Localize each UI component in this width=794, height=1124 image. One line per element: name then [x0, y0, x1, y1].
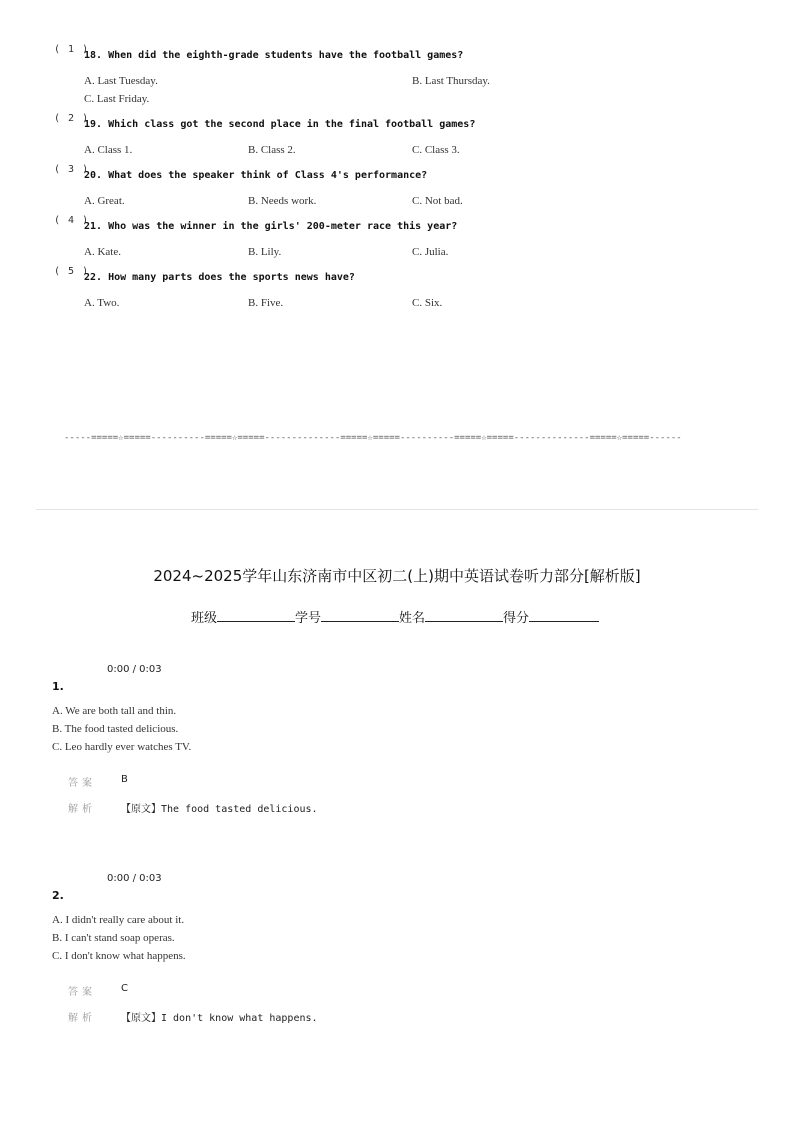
option-c: C. I don't know what happens.	[52, 950, 186, 962]
option-c: C. Julia.	[412, 246, 449, 258]
score-label: 得分	[503, 611, 530, 626]
option-c: C. Class 3.	[412, 144, 460, 156]
name-blank	[425, 609, 503, 622]
explanation-label: 解析	[68, 804, 96, 815]
page-separator	[36, 509, 758, 510]
answer-label: 答案	[68, 987, 96, 998]
option-b: B. Five.	[248, 297, 284, 309]
option-a: A. We are both tall and thin.	[52, 705, 177, 717]
question-text: 21. Who was the winner in the girls' 200-meter race this year?	[84, 221, 458, 232]
option-a: A. Great.	[84, 195, 125, 207]
question-number: ( 4 )	[54, 215, 90, 226]
option-a: A. Two.	[84, 297, 120, 309]
option-b: B. Class 2.	[248, 144, 296, 156]
option-a: A. Class 1.	[84, 144, 133, 156]
audio-time[interactable]: 0:00 / 0:03	[107, 664, 162, 675]
answer-value: B	[121, 774, 128, 785]
option-b: B. Needs work.	[248, 195, 317, 207]
explanation-label: 解析	[68, 1013, 96, 1024]
question-text: 18. When did the eighth-grade students have the football games?	[84, 50, 464, 61]
option-c: C. Six.	[412, 297, 443, 309]
score-blank	[529, 609, 599, 622]
answer-label: 答案	[68, 778, 96, 789]
item-number: 1.	[52, 680, 64, 693]
option-c: C. Leo hardly ever watches TV.	[52, 741, 192, 753]
option-a: A. Last Tuesday.	[84, 75, 158, 87]
section-divider: -----=====☆=====----------=====☆=====--------------=====☆=====----------=====☆=====--------------=====☆=====------	[64, 433, 682, 443]
item-number: 2.	[52, 889, 64, 902]
question-text: 19. Which class got the second place in the final football games?	[84, 119, 476, 130]
class-blank	[217, 609, 295, 622]
question-text: 20. What does the speaker think of Class 4's performance?	[84, 170, 428, 181]
explanation-text: 【原文】I don't know what happens.	[121, 1013, 318, 1024]
question-text: 22. How many parts does the sports news have?	[84, 272, 355, 283]
option-a: A. I didn't really care about it.	[52, 914, 185, 926]
option-b: B. The food tasted delicious.	[52, 723, 179, 735]
page-title: 2024~2025学年山东济南市中区初二(上)期中英语试卷听力部分[解析版]	[153, 567, 641, 585]
option-b: B. Lily.	[248, 246, 282, 258]
question-number: ( 5 )	[54, 266, 90, 277]
explanation-text: 【原文】The food tasted delicious.	[121, 804, 318, 815]
name-label: 姓名	[399, 611, 426, 626]
option-b: B. Last Thursday.	[412, 75, 490, 87]
question-number: ( 3 )	[54, 164, 90, 175]
audio-time[interactable]: 0:00 / 0:03	[107, 873, 162, 884]
question-number: ( 1 )	[54, 44, 90, 55]
class-label: 班级	[191, 611, 218, 626]
info-fields	[191, 607, 599, 626]
option-a: A. Kate.	[84, 246, 121, 258]
id-blank	[321, 609, 399, 622]
option-c: C. Not bad.	[412, 195, 463, 207]
id-label: 学号	[295, 611, 322, 626]
answer-value: C	[121, 983, 128, 994]
option-b: B. I can't stand soap operas.	[52, 932, 175, 944]
question-number: ( 2 )	[54, 113, 90, 124]
option-c: C. Last Friday.	[84, 93, 150, 105]
